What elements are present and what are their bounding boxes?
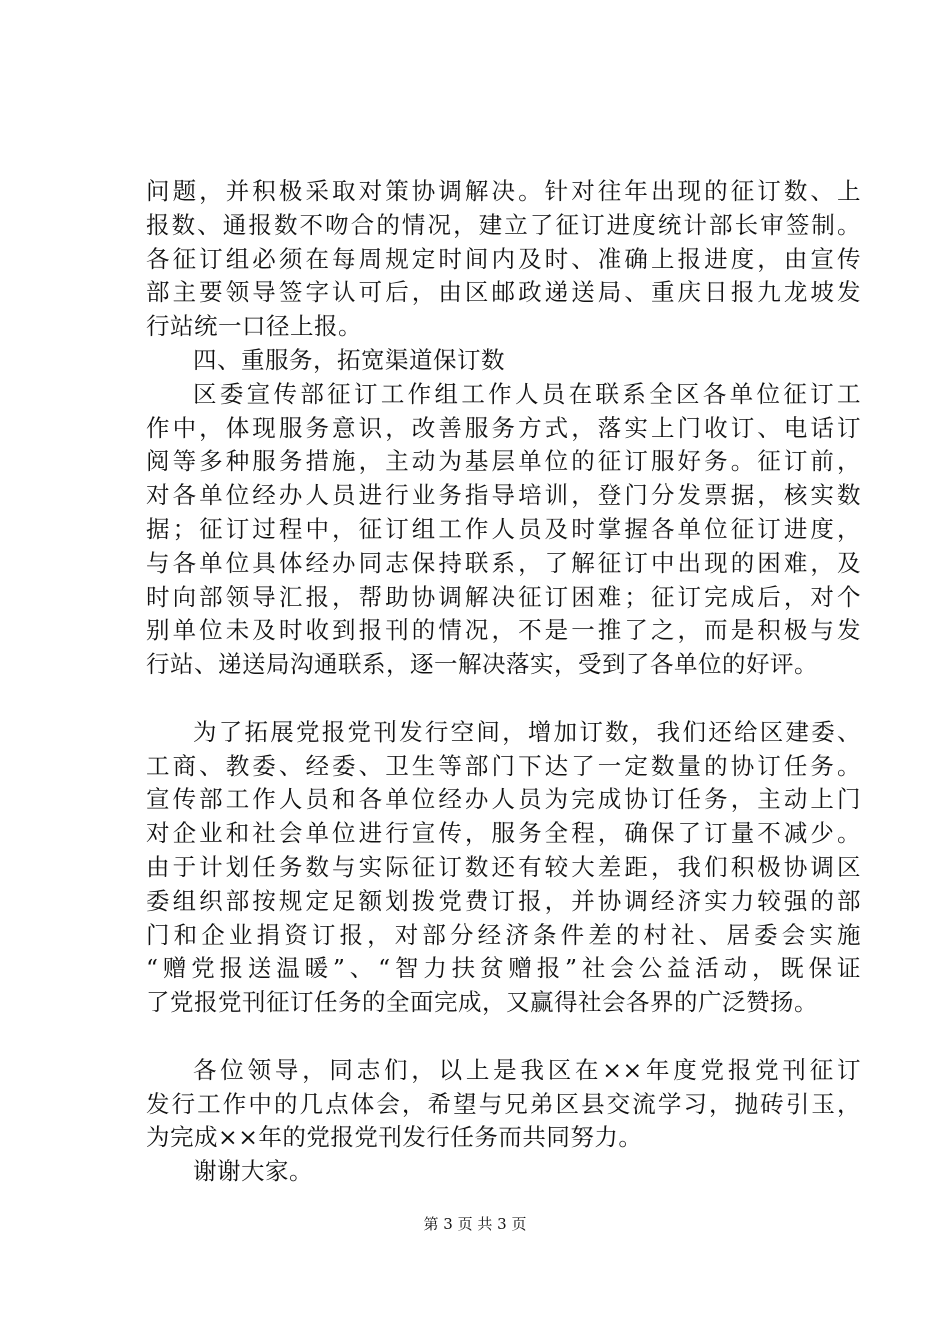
text-line: 部主要领导签字认可后，由区邮政递送局、重庆日报九龙坡发 bbox=[146, 278, 861, 307]
text-line: 各位领导，同志们，以上是我区在××年度党报党刊征订 bbox=[193, 1055, 861, 1084]
paragraph-gap bbox=[146, 682, 861, 716]
text-line: 发行工作中的几点体会，希望与兄弟区县交流学习，抛砖引玉， bbox=[146, 1089, 861, 1118]
text-line: 据；征订过程中，征订组工作人员及时掌握各单位征订进度， bbox=[146, 514, 861, 543]
page-number-label: 第 3 页 共 3 页 bbox=[423, 1215, 527, 1233]
text-line: 作中，体现服务意识，改善服务方式，落实上门收订、电话订 bbox=[146, 413, 861, 442]
text-line: 时向部领导汇报，帮助协调解决征订困难；征订完成后，对个 bbox=[146, 582, 861, 611]
text-line: 阅等多种服务措施，主动为基层单位的征订服好务。征订前， bbox=[146, 447, 861, 476]
closing-line: 谢谢大家。 bbox=[193, 1157, 313, 1186]
text-line: 问题，并积极采取对策协调解决。针对往年出现的征订数、上 bbox=[146, 177, 861, 205]
text-line: 委组织部按规定足额划拨党费订报，并协调经济实力较强的部 bbox=[146, 886, 861, 915]
text-line: 由于计划任务数与实际征订数还有较大差距，我们积极协调区 bbox=[146, 852, 861, 881]
section-heading: 四、重服务，拓宽渠道保订数 bbox=[193, 345, 505, 374]
paragraph-gap bbox=[146, 1020, 861, 1054]
text-line: 行站统一口径上报。 bbox=[146, 312, 362, 341]
text-line: 为了拓展党报党刊发行空间，增加订数，我们还给区建委、 bbox=[193, 717, 861, 746]
document-body bbox=[146, 175, 861, 1189]
text-line: 对各单位经办人员进行业务指导培训，登门分发票据，核实数 bbox=[146, 481, 861, 510]
page-footer bbox=[0, 1214, 950, 1234]
text-line: 与各单位具体经办同志保持联系，了解征订中出现的困难，及 bbox=[146, 548, 861, 577]
text-line: “赠党报送温暖”、“智力扶贫赠报”社会公益活动，既保证 bbox=[146, 954, 861, 983]
text-line: 行站、递送局沟通联系，逐一解决落实，受到了各单位的好评。 bbox=[146, 650, 818, 679]
text-line: 对企业和社会单位进行宣传，服务全程，确保了订量不减少。 bbox=[146, 819, 861, 848]
text-line: 为完成××年的党报党刊发行任务而共同努力。 bbox=[146, 1123, 643, 1152]
text-line: 宣传部工作人员和各单位经办人员为完成协订任务，主动上门 bbox=[146, 785, 861, 814]
text-line: 工商、教委、经委、卫生等部门下达了一定数量的协订任务。 bbox=[146, 751, 861, 780]
text-line: 门和企业捐资订报，对部分经济条件差的村社、居委会实施 bbox=[146, 920, 861, 949]
text-line: 报数、通报数不吻合的情况，建立了征订进度统计部长审签制。 bbox=[146, 210, 861, 239]
text-line: 区委宣传部征订工作组工作人员在联系全区各单位征订工 bbox=[193, 379, 861, 408]
text-line: 别单位未及时收到报刊的情况，不是一推了之，而是积极与发 bbox=[146, 616, 861, 645]
text-line: 了党报党刊征订任务的全面完成，又赢得社会各界的广泛赞扬。 bbox=[146, 988, 818, 1017]
text-line: 各征订组必须在每周规定时间内及时、准确上报进度，由宣传 bbox=[146, 244, 861, 273]
